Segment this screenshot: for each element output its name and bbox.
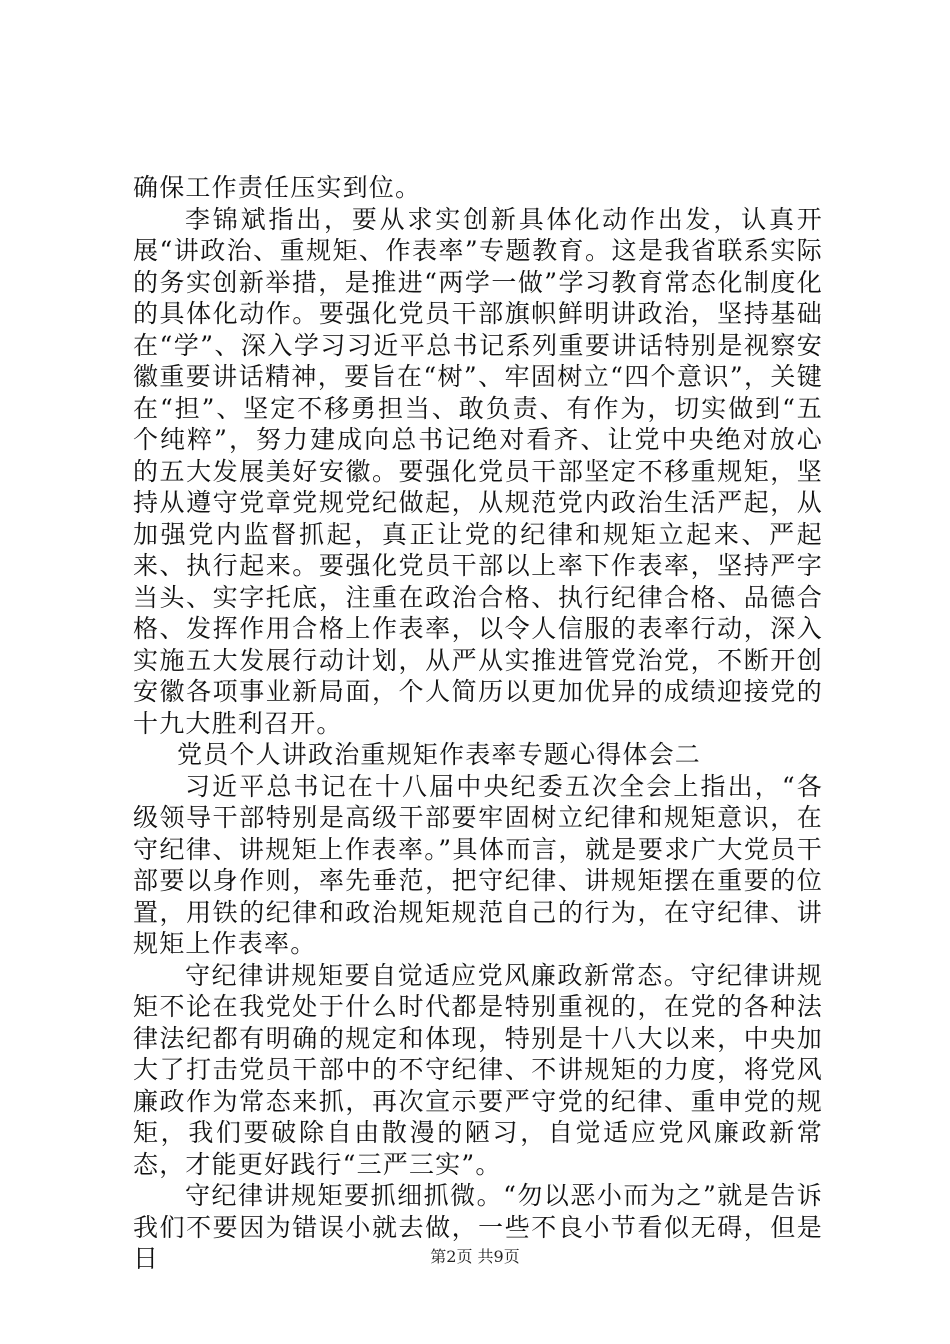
paragraph-4: 守纪律讲规矩要自觉适应党风廉政新常态。守纪律讲规矩不论在我党处于什么时代都是特别重视的，在党的各种法律法纪都有明确的规定和体现，特别是十八大以来，中央加大了打击党员干部中的不守纪律、不讲规矩的力度，将党风廉政作为常态来抓，再次宣示要严守党的纪律、重申党的规矩，我们要破除自由散漫的陋习，自觉适应党风廉政新常态，才能更好践行“三严三实”。 — [133, 960, 823, 1179]
paragraph-1: 确保工作责任压实到位。 — [133, 173, 422, 202]
section-heading: 党员个人讲政治重规矩作表率专题心得体会二 — [177, 740, 702, 769]
document-body — [133, 172, 823, 1275]
paragraph-3: 习近平总书记在十八届中央纪委五次全会上指出，“各级领导干部特别是高级干部要牢固树立纪律和规矩意识，在守纪律、讲规矩上作表率。”具体而言，就是要求广大党员干部要以身作则，率先垂范，把守纪律、讲规矩摆在重要的位置，用铁的纪律和政治规矩规范自己的行为，在守纪律、讲规矩上作表率。 — [133, 771, 823, 958]
paragraph-2: 李锦斌指出，要从求实创新具体化动作出发，认真开展“讲政治、重规矩、作表率”专题教育。这是我省联系实际的务实创新举措，是推进“两学一做”学习教育常态化制度化的具体化动作。要强化党员干部旗帜鲜明讲政治，坚持基础在“学”、深入学习习近平总书记系列重要讲话特别是视察安徽重要讲话精神，要旨在“树”、牢固树立“四个意识”，关键在“担”、坚定不移勇担当、敢负责、有作为，切实做到“五个纯粹”，努力建成向总书记绝对看齐、让党中央绝对放心的五大发展美好安徽。要强化党员干部坚定不移重规矩，坚持从遵守党章党规党纪做起，从规范党内政治生活严起，从加强党内监督抓起，真正让党的纪律和规矩立起来、严起来、执行起来。要强化党员干部以上率下作表率，坚持严字当头、实字托底，注重在政治合格、执行纪律合格、品德合格、发挥作用合格上作表率，以令人信服的表率行动，深入实施五大发展行动计划，从严从实推进管党治党，不断开创安徽各项事业新局面，个人简历以更加优异的成绩迎接党的十九大胜利召开。 — [133, 204, 823, 738]
paragraph-5: 守纪律讲规矩要抓细抓微。“勿以恶小而为之”就是告诉我们不要因为错误小就去做，一些不良小节看似无碍，但是日 — [133, 1181, 823, 1273]
page-number-footer: 第2页 共9页 — [430, 1247, 520, 1266]
